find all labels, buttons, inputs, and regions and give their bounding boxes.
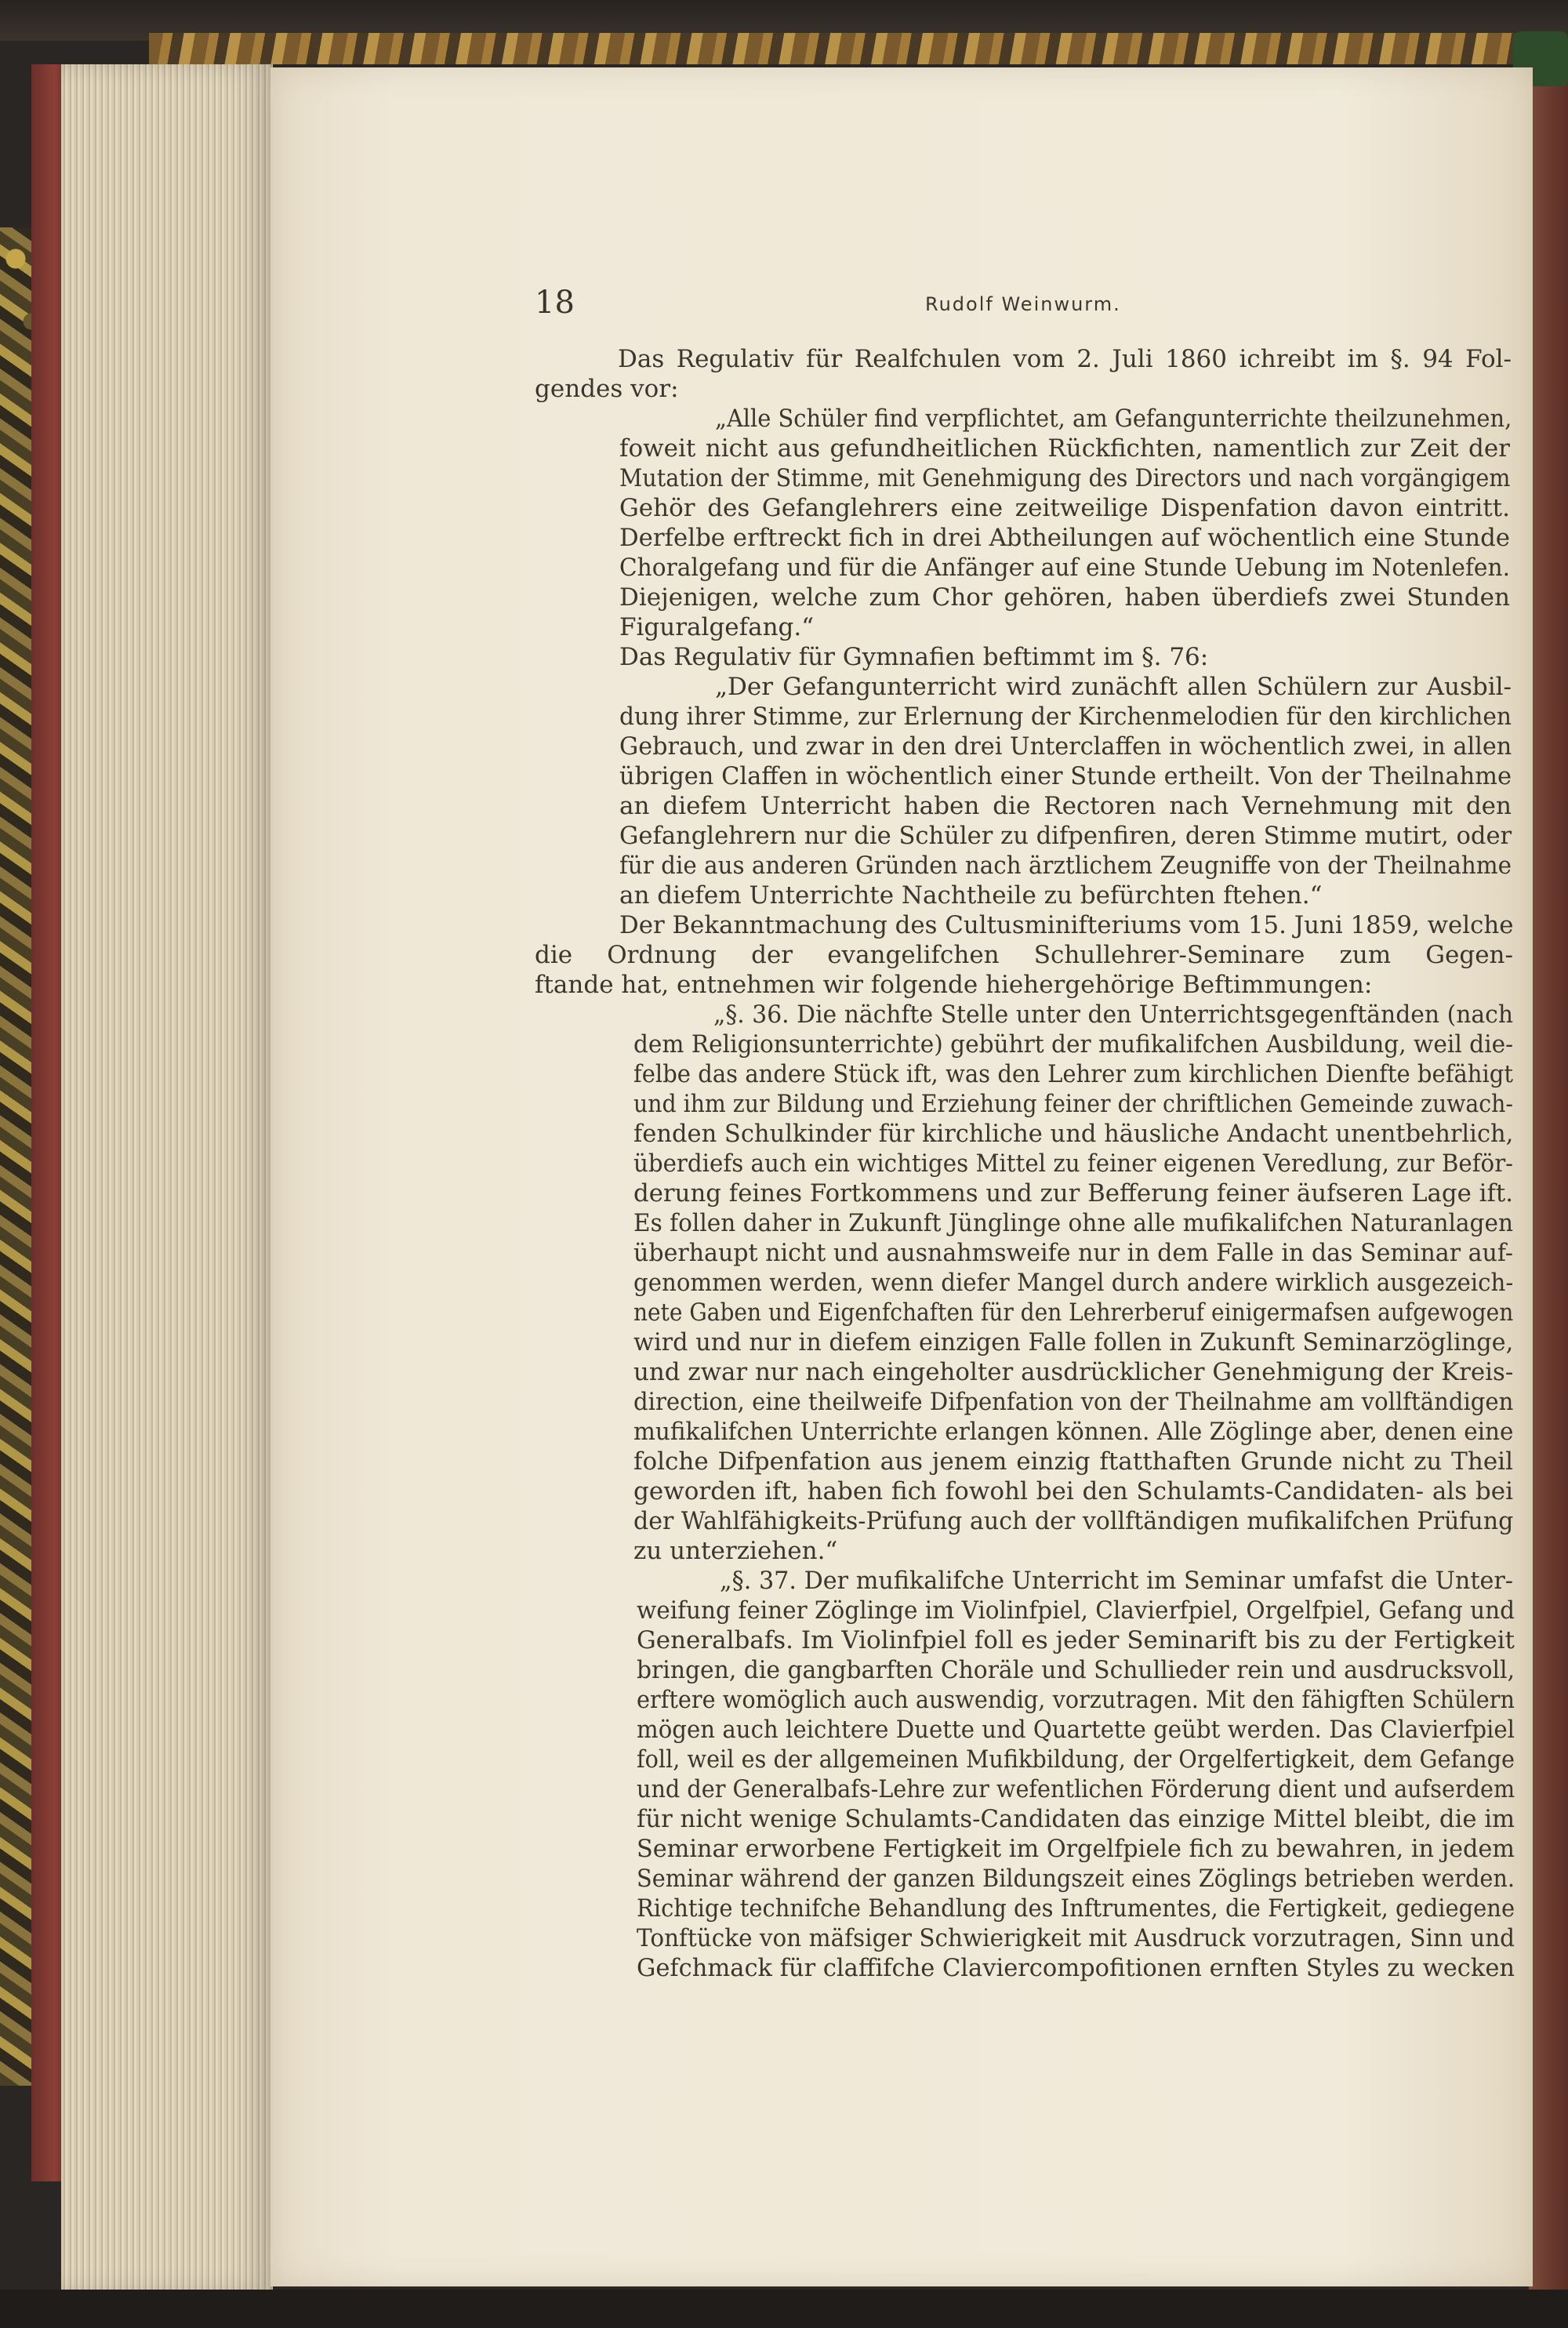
text-line: an diefem Unterrichte Nachtheile zu befürchten ftehen.“ xyxy=(619,881,1323,910)
text-line: Es follen daher in Zukunft Jünglinge ohne alle mufikalifchen Naturanlagen xyxy=(633,1209,1513,1237)
text-line: und der Generalbafs-Lehre zur wefentlichen Förderung dient und aufserdem xyxy=(637,1775,1515,1803)
text-line: „Alle Schüler find verpflichtet, am Gefangunterrichte theilzunehmen, xyxy=(715,405,1512,433)
text-line: Derfelbe erftreckt fich in drei Abtheilungen auf wöchentlich eine Stunde xyxy=(619,524,1510,552)
text-line: Mutation der Stimme, mit Genehmigung des Directors und nach vorgängigem xyxy=(619,464,1511,492)
text-line: überdiefs auch ein wichtiges Mittel zu feiner eigenen Veredlung, zur Beför- xyxy=(633,1149,1514,1178)
text-line: Figuralgefang.“ xyxy=(619,613,815,641)
text-line: Das Regulativ für Realfchulen vom 2. Juli 1860 ichreibt im §. 94 Fol- xyxy=(618,345,1512,373)
marbled-edge-top xyxy=(149,33,1552,64)
text-line: geworden ift, haben fich fowohl bei den Schulamts-Candidaten- als bei xyxy=(633,1477,1513,1505)
text-line: ftande hat, entnehmen wir folgende hiehergehörige Beftimmungen: xyxy=(535,971,1373,999)
text-line: Gehör des Gefanglehrers eine zeitweilige Dispenfation davon eintritt. xyxy=(619,494,1510,522)
text-line: Tonftücke von mäfsiger Schwierigkeit mit Ausdruck vorzutragen, Sinn und xyxy=(637,1924,1515,1952)
text-line: nete Gaben und Eigenfchaften für den Lehrerberuf einigermafsen aufgewogen xyxy=(633,1298,1514,1327)
text-line: mögen auch leichtere Duette und Quartette geübt werden. Das Clavierfpiel xyxy=(637,1716,1515,1744)
text-line: Das Regulativ für Gymnafien beftimmt im §. 76: xyxy=(619,643,1209,671)
text-line: felbe das andere Stück ift, was den Lehrer zum kirchlichen Dienfte befähigt xyxy=(633,1060,1513,1088)
text-line: an diefem Unterricht haben die Rectoren nach Vernehmung mit den xyxy=(619,792,1512,820)
text-line: Choralgefang und für die Anfänger auf eine Stunde Uebung im Notenlefen. xyxy=(619,554,1510,582)
text-line: weifung feiner Zöglinge im Violinfpiel, Clavierfpiel, Orgelfpiel, Gefang und xyxy=(637,1596,1515,1625)
text-line: überhaupt nicht und ausnahmsweife nur in dem Falle in das Seminar auf- xyxy=(633,1239,1514,1267)
text-line: die Ordnung der evangelifchen Schullehrer-Seminare zum Gegen- xyxy=(535,941,1513,969)
text-line: genommen werden, wenn diefer Mangel durch andere wirklich ausgezeich- xyxy=(633,1269,1514,1297)
page-edges xyxy=(61,64,273,2291)
text-line: folche Difpenfation aus jenem einzig ftatthaften Grunde nicht zu Theil xyxy=(633,1447,1513,1476)
page-number: 18 xyxy=(535,285,575,321)
text-line: Seminar erworbene Fertigkeit im Orgelfpiele fich zu bewahren, in jedem xyxy=(637,1835,1515,1863)
text-line: mufikalifchen Unterrichte erlangen können. Alle Zöglinge aber, denen eine xyxy=(633,1418,1514,1446)
text-line: Gebrauch, und zwar in den drei Unterclaffen in wöchentlich zwei, in allen xyxy=(619,732,1512,761)
text-line: Seminar während der ganzen Bildungszeit eines Zöglings betrieben werden. xyxy=(637,1865,1515,1893)
text-line: „Der Gefangunterricht wird zunächft allen Schülern zur Ausbil- xyxy=(715,673,1512,701)
text-line: wird und nur in diefem einzigen Falle follen in Zukunft Seminarzöglinge, xyxy=(633,1328,1514,1356)
text-line: der Wahlfähigkeits-Prüfung auch der vollftändigen mufikalifchen Prüfung xyxy=(633,1507,1514,1535)
text-line: Diejenigen, welche zum Chor gehören, haben überdiefs zwei Stunden xyxy=(619,583,1510,612)
text-line: Der Bekanntmachung des Cultusminifteriums vom 15. Juni 1859, welche xyxy=(619,911,1514,939)
book-cover-right xyxy=(1529,64,1568,2291)
text-line: und ihm zur Bildung und Erziehung feiner der chriftlichen Gemeinde zuwach- xyxy=(633,1090,1513,1118)
text-line: „§. 36. Die nächfte Stelle unter den Unterrichtsgegenftänden (nach xyxy=(713,1001,1513,1029)
scan-background-bottom xyxy=(0,2290,1568,2328)
text-line: für nicht wenige Schulamts-Candidaten das einzige Mittel bleibt, die im xyxy=(637,1805,1515,1833)
text-line: „§. 37. Der mufikalifche Unterricht im Seminar umfafst die Unter- xyxy=(720,1567,1513,1595)
running-head: Rudolf Weinwurm. xyxy=(925,293,1121,315)
text-line: und zwar nur nach eingeholter ausdrücklicher Genehmigung der Kreis- xyxy=(633,1358,1514,1386)
text-line: Gefanglehrern nur die Schüler zu difpenfiren, deren Stimme mutirt, oder xyxy=(619,822,1512,850)
text-line: Gefchmack für claffifche Claviercompofitionen ernften Styles zu wecken xyxy=(637,1954,1515,1982)
text-line: foll, weil es der allgemeinen Mufikbildung, der Orgelfertigkeit, dem Gefange xyxy=(637,1745,1515,1774)
text-line: Richtige technifche Behandlung des Inftrumentes, die Fertigkeit, gediegene xyxy=(637,1894,1515,1923)
text-line: dung ihrer Stimme, zur Erlernung der Kirchenmelodien für den kirchlichen xyxy=(619,703,1512,731)
text-line: für die aus anderen Gründen nach ärztlichem Zeugniffe von der Theilnahme xyxy=(619,852,1512,880)
text-line: dem Religionsunterrichte) gebührt der mufikalifchen Ausbildung, weil die- xyxy=(633,1030,1514,1059)
text-line: derung feines Fortkommens und zur Befferung feiner äufseren Lage ift. xyxy=(633,1179,1513,1208)
text-line: direction, eine theilweife Difpenfation von der Theilnahme am vollftändigen xyxy=(633,1388,1514,1416)
text-line: erftere womöglich auch auswendig, vorzutragen. Mit den fähigften Schülern xyxy=(637,1686,1515,1714)
text-line: foweit nicht aus gefundheitlichen Rückfichten, namentlich zur Zeit der xyxy=(619,434,1510,463)
text-line: Generalbafs. Im Violinfpiel foll es jeder Seminarift bis zu der Fertigkeit xyxy=(637,1626,1515,1654)
text-line: zu unterziehen.“ xyxy=(633,1537,838,1565)
text-line: übrigen Claffen in wöchentlich einer Stunde ertheilt. Von der Theilnahme xyxy=(619,762,1512,790)
text-line: bringen, die gangbarften Choräle und Schullieder rein und ausdrucksvoll, xyxy=(637,1656,1515,1684)
text-line: fenden Schulkinder für kirchliche und häusliche Andacht unentbehrlich, xyxy=(633,1120,1514,1148)
text-line: gendes vor: xyxy=(535,375,679,403)
